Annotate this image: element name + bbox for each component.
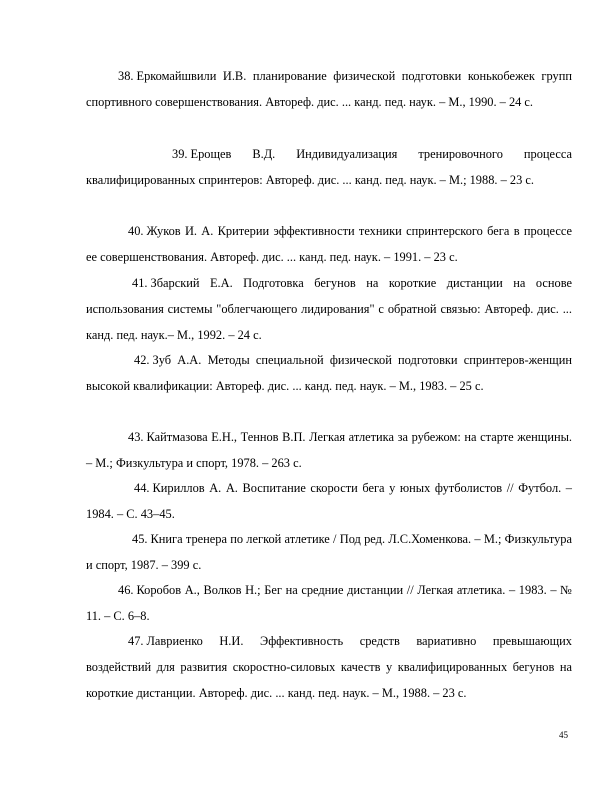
reference-entry-42 xyxy=(86,348,572,400)
reference-text: Ерощев В.Д. Индивидуализация тренировочного процесса квалифицированных спринтеров: Автореф. дис. ... канд. пед. наук. – М.; 1988. – 23 с. xyxy=(86,147,572,187)
reference-entry-43 xyxy=(86,425,572,477)
reference-entry-47 xyxy=(86,629,572,706)
reference-entry-44 xyxy=(86,476,572,528)
reference-text: Зуб А.А. Методы специальной физической подготовки спринтеров-женщин высокой квалификации: Автореф. дис. ... канд. пед. наук. – М., 1983. – 25 с. xyxy=(86,353,572,393)
reference-entry-41 xyxy=(86,271,572,348)
reference-text: Еркомайшвили И.В. планирование физической подготовки конькобежек групп спортивного совершенствования. Автореф. дис. ... канд. пед. наук. – М., 1990. – 24 с. xyxy=(86,69,572,109)
reference-entry-39 xyxy=(86,142,572,194)
reference-number: 38. xyxy=(118,69,134,83)
reference-number: 39. xyxy=(172,147,188,161)
reference-text: Кайтмазова Е.Н., Теннов В.П. Легкая атлетика за рубежом: на старте женщины. – М.; Физкультура и спорт, 1978. – 263 с. xyxy=(86,430,572,470)
reference-number: 42. xyxy=(134,353,150,367)
reference-number: 41. xyxy=(132,276,148,290)
reference-text: Збарский Е.А. Подготовка бегунов на короткие дистанции на основе использования системы "облегчающего лидирования" с обратной связью: Автореф. дис. ... канд. пед. наук.– М., 1992. – 24 с. xyxy=(86,276,572,342)
reference-number: 47. xyxy=(128,634,144,648)
reference-text: Кириллов А. А. Воспитание скорости бега у юных футболистов // Футбол. – 1984. – С. 43–45. xyxy=(86,481,572,521)
reference-text: Лавриенко Н.И. Эффективность средств вариативно превышающих воздействий для развития скоростно-силовых качеств у квалифицированных бегунов на короткие дистанции. Автореф. дис. ... канд. пед. наук. – М., 1988. – 23 с. xyxy=(86,634,572,700)
reference-entry-40 xyxy=(86,219,572,271)
reference-entry-38 xyxy=(86,64,572,116)
reference-entry-46 xyxy=(86,578,572,630)
reference-number: 45. xyxy=(132,532,148,546)
reference-text: Коробов А., Волков Н.; Бег на средние дистанции // Легкая атлетика. – 1983. – № 11. – С. 6–8. xyxy=(86,583,572,623)
reference-number: 44. xyxy=(134,481,150,495)
reference-number: 43. xyxy=(128,430,144,444)
reference-number: 46. xyxy=(118,583,134,597)
reference-text: Жуков И. А. Критерии эффективности техники спринтерского бега в процессе ее совершенствования. Автореф. дис. ... канд. пед. наук. – 1991. – 23 с. xyxy=(86,224,572,264)
reference-entry-45 xyxy=(86,527,572,579)
page-number: 45 xyxy=(559,730,568,740)
reference-number: 40. xyxy=(128,224,144,238)
reference-text: Книга тренера по легкой атлетике / Под ред. Л.С.Хоменкова. – М.; Физкультура и спорт, 1987. – 399 с. xyxy=(86,532,572,572)
